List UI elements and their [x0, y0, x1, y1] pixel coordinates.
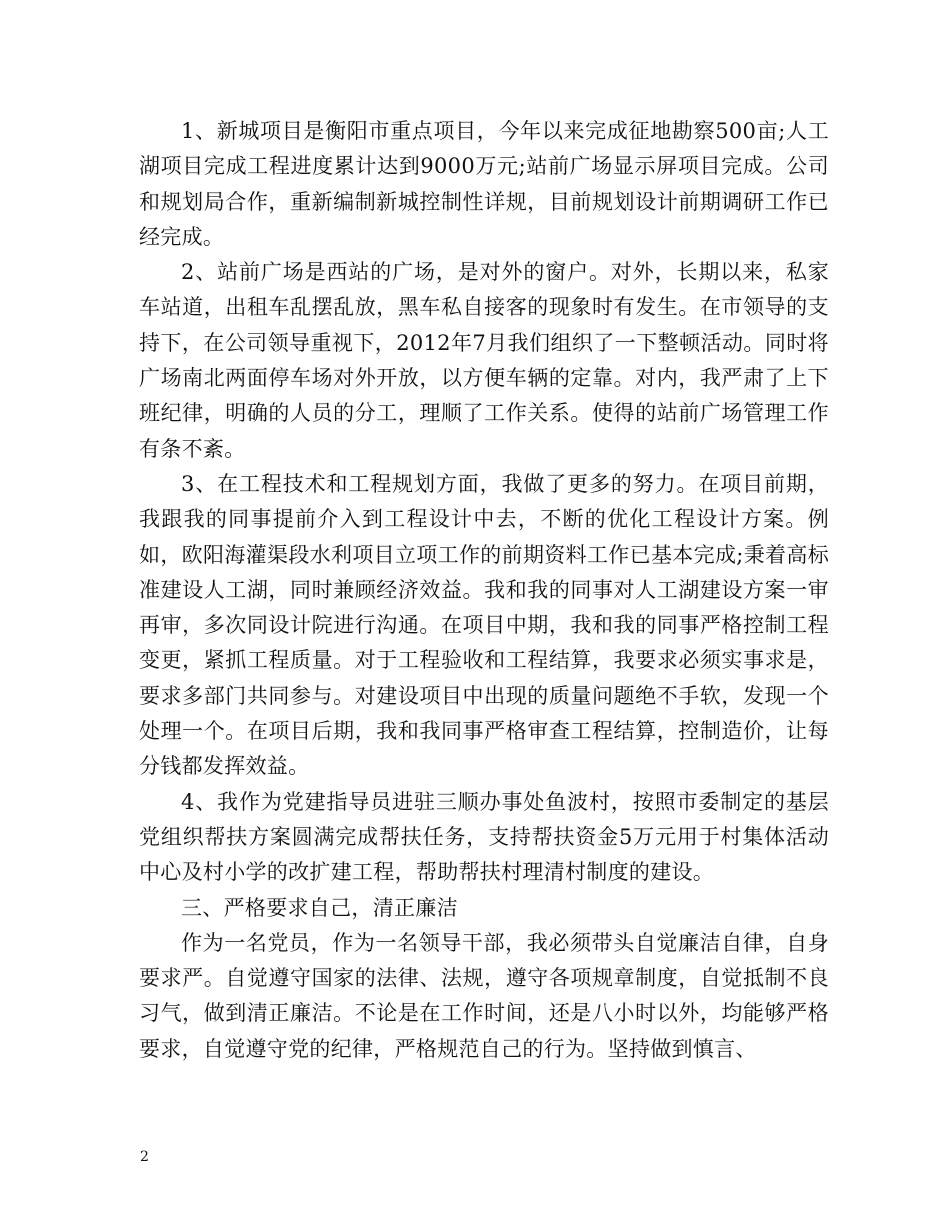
paragraph-item-3: 3、在工程技术和工程规划方面，我做了更多的努力。在项目前期，我跟我的同事提前介入到工程设计中去，不断的优化工程设计方案。例如，欧阳海灌渠段水利项目立项工作的前期资料工作已基本完成;秉着高标准建设人工湖，同时兼顾经济效益。我和我的同事对人工湖建设方案一审再审，多次同设计院进行沟通。在项目中期，我和我的同事严格控制工程变更，紧抓工程质量。对于工程验收和工程结算，我要求必须实事求是，要求多部门共同参与。对建设项目中出现的质量问题绝不手软，发现一个处理一个。在项目后期，我和我同事严格审查工程结算，控制造价，让每分钱都发挥效益。: [139, 471, 829, 779]
paragraph-item-2: 2、站前广场是西站的广场，是对外的窗户。对外，长期以来，私家车站道，出租车乱摆乱放，黑车私自接客的现象时有发生。在市领导的支持下，在公司领导重视下，2012年7月我们组织了一下整顿活动。同时将广场南北两面停车场对外开放，以方便车辆的定靠。对内，我严肃了上下班纪律，明确的人员的分工，理顺了工作关系。使得的站前广场管理工作有条不紊。: [139, 260, 829, 461]
paragraph-item-4: 4、我作为党建指导员进驻三顺办事处鱼波村，按照市委制定的基层党组织帮扶方案圆满完成帮扶任务，支持帮扶资金5万元用于村集体活动中心及村小学的改扩建工程，帮助帮扶村理清村制度的建设。: [139, 789, 829, 885]
page-number: 2: [140, 1149, 149, 1165]
body-text: [139, 114, 829, 1067]
paragraph-item-1: 1、新城项目是衡阳市重点项目，今年以来完成征地勘察500亩;人工湖项目完成工程进度累计达到9000万元;站前广场显示屏项目完成。公司和规划局合作，重新编制新城控制性详规，目前规划设计前期调研工作已经完成。: [139, 119, 829, 249]
closing-paragraph: 作为一名党员，作为一名领导干部，我必须带头自觉廉洁自律，自身要求严。自觉遵守国家的法律、法规，遵守各项规章制度，自觉抵制不良习气，做到清正廉洁。不论是在工作时间，还是八小时以外，均能够严格要求，自觉遵守党的纪律，严格规范自己的行为。坚持做到慎言、: [139, 930, 829, 1061]
section-heading: 三、严格要求自己，清正廉洁: [181, 895, 458, 920]
